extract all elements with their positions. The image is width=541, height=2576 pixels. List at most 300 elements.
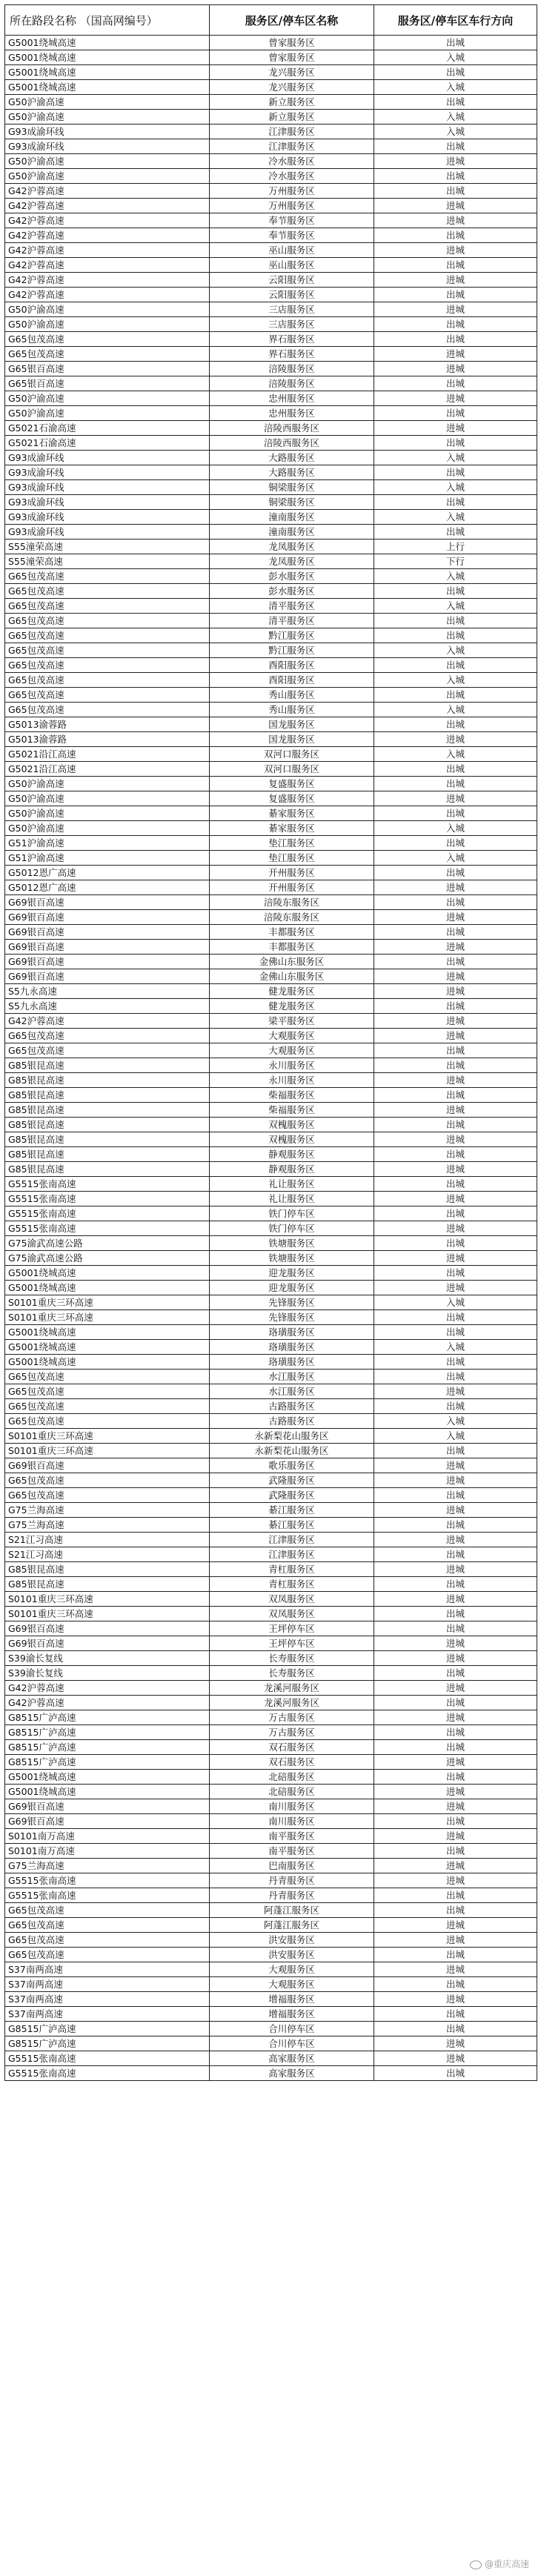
road-name-cell: S0101重庆三环高速 [5,1295,210,1310]
area-name-cell: 永新梨花山服务区 [210,1429,374,1444]
direction-cell: 入城 [374,510,537,525]
direction-cell: 出城 [374,1696,537,1710]
table-row [5,302,537,317]
road-name-cell: S37南两高速 [5,1992,210,2007]
area-name-cell: 丰都服务区 [210,925,374,940]
direction-cell: 出城 [374,376,537,391]
direction-cell: 出城 [374,1325,537,1340]
road-name-cell: G5013渝蓉路 [5,732,210,747]
table-row [5,1859,537,1873]
road-name-cell: G85银昆高速 [5,1118,210,1132]
direction-cell: 出城 [374,1977,537,1992]
table-row [5,1236,537,1251]
table-row [5,895,537,910]
road-name-cell: G5001绕城高速 [5,1281,210,1295]
table-row [5,332,537,347]
road-name-cell: G50沪渝高速 [5,317,210,332]
road-name-cell: S0101重庆三环高速 [5,1429,210,1444]
road-name-cell: S0101重庆三环高速 [5,1607,210,1621]
table-row [5,139,537,154]
direction-cell: 出城 [374,465,537,480]
table-row [5,154,537,169]
table-row [5,1829,537,1844]
table-row [5,925,537,940]
table-row [5,599,537,614]
direction-cell: 进城 [374,273,537,288]
table-row [5,1251,537,1266]
direction-cell: 入城 [374,673,537,688]
area-name-cell: 界石服务区 [210,332,374,347]
watermark [470,2557,529,2570]
table-row [5,1103,537,1118]
table-row [5,791,537,806]
table-row [5,688,537,703]
direction-cell: 出城 [374,1814,537,1829]
direction-cell: 出城 [374,836,537,851]
service-area-table [4,4,537,2081]
table-row [5,777,537,791]
direction-cell: 进城 [374,1162,537,1177]
road-name-cell: G5001绕城高速 [5,1340,210,1355]
direction-cell: 入城 [374,1414,537,1429]
road-name-cell: G65包茂高速 [5,1918,210,1933]
area-name-cell: 铁门停车区 [210,1221,374,1236]
road-name-cell: S55潼荣高速 [5,554,210,569]
direction-cell: 进城 [374,1458,537,1473]
road-name-cell: G5515张南高速 [5,1221,210,1236]
road-name-cell: G65包茂高速 [5,1370,210,1384]
direction-cell: 进城 [374,154,537,169]
direction-cell: 出城 [374,1355,537,1370]
area-name-cell: 大观服务区 [210,1043,374,1058]
road-name-cell: G50沪渝高速 [5,154,210,169]
road-name-cell: G65包茂高速 [5,1933,210,1948]
direction-cell: 出城 [374,777,537,791]
direction-cell: 进城 [374,910,537,925]
table-row [5,1592,537,1607]
area-name-cell: 万州服务区 [210,184,374,199]
area-name-cell: 合川停车区 [210,2022,374,2036]
direction-cell: 进城 [374,1014,537,1029]
road-name-cell: S55潼荣高速 [5,540,210,554]
direction-cell: 出城 [374,1236,537,1251]
direction-cell: 出城 [374,184,537,199]
area-name-cell: 开州服务区 [210,866,374,880]
area-name-cell: 珞璜服务区 [210,1355,374,1370]
table-row [5,110,537,125]
road-name-cell: S37南两高速 [5,1977,210,1992]
road-name-cell: S0101南万高速 [5,1829,210,1844]
table-row [5,1918,537,1933]
direction-cell: 出城 [374,288,537,302]
road-name-cell: G93成渝环线 [5,125,210,139]
area-name-cell: 彭水服务区 [210,569,374,584]
area-name-cell: 金佛山东服务区 [210,969,374,984]
table-row [5,258,537,273]
direction-cell: 进城 [374,1710,537,1725]
table-row [5,1977,537,1992]
table-row [5,1666,537,1681]
table-row [5,2007,537,2022]
table-row [5,465,537,480]
area-name-cell: 国龙服务区 [210,732,374,747]
area-name-cell: 云阳服务区 [210,273,374,288]
direction-cell: 进城 [374,940,537,955]
table-row [5,969,537,984]
road-name-cell: G65包茂高速 [5,1488,210,1503]
direction-cell: 出城 [374,1518,537,1533]
weibo-icon [470,2560,482,2569]
table-row [5,1473,537,1488]
road-name-cell: G85银昆高速 [5,1088,210,1103]
area-name-cell: 古路服务区 [210,1414,374,1429]
table-row [5,1340,537,1355]
direction-cell: 进城 [374,1755,537,1770]
table-row [5,569,537,584]
table-row [5,1118,537,1132]
direction-cell: 进城 [374,2051,537,2066]
area-name-cell: 增福服务区 [210,1992,374,2007]
table-row [5,1888,537,1903]
direction-cell: 出城 [374,762,537,777]
road-name-cell: G50沪渝高速 [5,821,210,836]
road-name-cell: G75兰海高速 [5,1859,210,1873]
area-name-cell: 铜梁服务区 [210,495,374,510]
road-name-cell: G42沪蓉高速 [5,199,210,213]
area-name-cell: 龙凤服务区 [210,540,374,554]
table-row [5,1132,537,1147]
road-name-cell: G69银百高速 [5,1799,210,1814]
direction-cell: 出城 [374,628,537,643]
direction-cell: 进城 [374,1473,537,1488]
table-row [5,169,537,184]
direction-cell: 入城 [374,821,537,836]
table-row [5,1518,537,1533]
table-row [5,1992,537,2007]
road-name-cell: G65包茂高速 [5,1029,210,1043]
table-row [5,836,537,851]
direction-cell: 进城 [374,1132,537,1147]
direction-cell: 出城 [374,955,537,969]
road-name-cell: G85银昆高速 [5,1162,210,1177]
road-name-cell: G65包茂高速 [5,569,210,584]
table-row [5,243,537,258]
area-name-cell: 永川服务区 [210,1058,374,1073]
table-row [5,1770,537,1785]
road-name-cell: G5001绕城高速 [5,80,210,95]
road-name-cell: G85银昆高速 [5,1058,210,1073]
table-row [5,1029,537,1043]
road-name-cell: G50沪渝高速 [5,406,210,421]
area-name-cell: 潼南服务区 [210,510,374,525]
road-name-cell: G5012恩广高速 [5,880,210,895]
table-row [5,288,537,302]
road-name-cell: G65包茂高速 [5,584,210,599]
road-name-cell: G65包茂高速 [5,1399,210,1414]
table-row [5,984,537,999]
direction-cell: 出城 [374,1888,537,1903]
direction-cell: 出城 [374,495,537,510]
area-name-cell: 綦家服务区 [210,806,374,821]
road-name-cell: G5001绕城高速 [5,1770,210,1785]
direction-cell: 出城 [374,228,537,243]
area-name-cell: 界石服务区 [210,347,374,362]
direction-cell: 出城 [374,688,537,703]
direction-cell: 进城 [374,2036,537,2051]
direction-cell: 入城 [374,643,537,658]
direction-cell: 出城 [374,139,537,154]
area-name-cell: 高家服务区 [210,2051,374,2066]
direction-cell: 进城 [374,1785,537,1799]
road-name-cell: S0101重庆三环高速 [5,1310,210,1325]
road-name-cell: G42沪蓉高速 [5,273,210,288]
direction-cell: 出城 [374,1903,537,1918]
direction-cell: 出城 [374,1177,537,1192]
table-row [5,95,537,110]
road-name-cell: G69银百高速 [5,1814,210,1829]
direction-cell: 出城 [374,999,537,1014]
road-name-cell: G5021沿江高速 [5,762,210,777]
road-name-cell: G42沪蓉高速 [5,258,210,273]
direction-cell: 出城 [374,1043,537,1058]
area-name-cell: 酉阳服务区 [210,658,374,673]
area-name-cell: 双石服务区 [210,1755,374,1770]
road-name-cell: G5515张南高速 [5,2066,210,2081]
area-name-cell: 水江服务区 [210,1384,374,1399]
road-name-cell: G69银百高速 [5,955,210,969]
direction-cell: 入城 [374,851,537,866]
direction-cell: 进城 [374,1384,537,1399]
road-name-cell: G8515广泸高速 [5,2022,210,2036]
area-name-cell: 双凤服务区 [210,1607,374,1621]
table-row [5,317,537,332]
direction-cell: 出城 [374,866,537,880]
road-name-cell: G5001绕城高速 [5,1785,210,1799]
direction-cell: 出城 [374,2007,537,2022]
area-name-cell: 高家服务区 [210,2066,374,2081]
table-row [5,614,537,628]
table-row [5,495,537,510]
area-name-cell: 北碚服务区 [210,1785,374,1799]
table-row [5,1577,537,1592]
table-row [5,851,537,866]
table-row [5,80,537,95]
direction-cell: 进城 [374,362,537,376]
area-name-cell: 丰都服务区 [210,940,374,955]
road-name-cell: G5001绕城高速 [5,1325,210,1340]
area-name-cell: 秀山服务区 [210,688,374,703]
table-row [5,821,537,836]
table-row [5,1710,537,1725]
area-name-cell: 黔江服务区 [210,643,374,658]
area-name-cell: 黔江服务区 [210,628,374,643]
direction-cell: 出城 [374,1266,537,1281]
area-name-cell: 长寿服务区 [210,1651,374,1666]
direction-cell: 进城 [374,969,537,984]
table-row [5,628,537,643]
area-name-cell: 柴福服务区 [210,1088,374,1103]
table-row [5,880,537,895]
table-row [5,1844,537,1859]
road-name-cell: G93成渝环线 [5,525,210,540]
area-name-cell: 大路服务区 [210,465,374,480]
table-row [5,1295,537,1310]
area-name-cell: 礼让服务区 [210,1177,374,1192]
table-row [5,1355,537,1370]
direction-cell: 出城 [374,1666,537,1681]
area-name-cell: 迎龙服务区 [210,1266,374,1281]
direction-cell: 进城 [374,1859,537,1873]
road-name-cell: S39渝长复线 [5,1651,210,1666]
road-name-cell: G93成渝环线 [5,465,210,480]
area-name-cell: 巫山服务区 [210,243,374,258]
table-row [5,1873,537,1888]
area-name-cell: 冷水服务区 [210,169,374,184]
road-name-cell: G69银百高速 [5,910,210,925]
road-name-cell: G5515张南高速 [5,1888,210,1903]
road-name-cell: G5001绕城高速 [5,50,210,65]
area-name-cell: 酉阳服务区 [210,673,374,688]
direction-cell: 出城 [374,1770,537,1785]
table-row [5,347,537,362]
table-row [5,1384,537,1399]
direction-cell: 进城 [374,1562,537,1577]
direction-cell: 入城 [374,569,537,584]
direction-cell: 出城 [374,436,537,451]
road-name-cell: G50沪渝高速 [5,302,210,317]
area-name-cell: 静观服务区 [210,1162,374,1177]
table-row [5,406,537,421]
road-name-cell: G69银百高速 [5,1621,210,1636]
area-name-cell: 迎龙服务区 [210,1281,374,1295]
road-name-cell: G85银昆高速 [5,1562,210,1577]
area-name-cell: 铁门停车区 [210,1206,374,1221]
area-name-cell: 潼南服务区 [210,525,374,540]
direction-cell: 出城 [374,406,537,421]
road-name-cell: S0101重庆三环高速 [5,1444,210,1458]
road-name-cell: G42沪蓉高速 [5,184,210,199]
table-row [5,955,537,969]
direction-cell: 出城 [374,2022,537,2036]
road-name-cell: G93成渝环线 [5,451,210,465]
direction-cell: 进城 [374,1103,537,1118]
table-row [5,1948,537,1962]
direction-cell: 进城 [374,347,537,362]
area-name-cell: 大路服务区 [210,451,374,465]
table-row [5,1266,537,1281]
area-name-cell: 阿蓬江服务区 [210,1903,374,1918]
road-name-cell: G5021石渝高速 [5,421,210,436]
direction-cell: 入城 [374,1429,537,1444]
direction-cell: 出城 [374,258,537,273]
road-name-cell: G5515张南高速 [5,1177,210,1192]
road-name-cell: S0101南万高速 [5,1844,210,1859]
direction-cell: 出城 [374,614,537,628]
area-name-cell: 南川服务区 [210,1814,374,1829]
area-name-cell: 古路服务区 [210,1399,374,1414]
road-name-cell: G5001绕城高速 [5,36,210,50]
area-name-cell: 忠州服务区 [210,406,374,421]
direction-cell: 进城 [374,302,537,317]
direction-cell: 出城 [374,525,537,540]
area-name-cell: 三店服务区 [210,317,374,332]
road-name-cell: G5021石渝高速 [5,436,210,451]
table-body [5,36,537,2081]
area-name-cell: 龙兴服务区 [210,65,374,80]
direction-cell: 出城 [374,925,537,940]
area-name-cell: 新立服务区 [210,95,374,110]
table-row [5,1533,537,1547]
area-name-cell: 永川服务区 [210,1073,374,1088]
table-row [5,1088,537,1103]
direction-cell: 出城 [374,584,537,599]
road-name-cell: G50沪渝高速 [5,806,210,821]
area-name-cell: 龙凤服务区 [210,554,374,569]
area-name-cell: 綦家服务区 [210,821,374,836]
table-row [5,1043,537,1058]
table-row [5,747,537,762]
area-name-cell: 南川服务区 [210,1799,374,1814]
area-name-cell: 健龙服务区 [210,999,374,1014]
road-name-cell: G5012恩广高速 [5,866,210,880]
area-name-cell: 洪安服务区 [210,1948,374,1962]
road-name-cell: G50沪渝高速 [5,791,210,806]
area-name-cell: 青杠服务区 [210,1562,374,1577]
direction-cell: 出城 [374,1058,537,1073]
road-name-cell: G42沪蓉高速 [5,1681,210,1696]
area-name-cell: 水江服务区 [210,1370,374,1384]
direction-cell: 出城 [374,658,537,673]
area-name-cell: 国龙服务区 [210,717,374,732]
road-name-cell: G8515广泸高速 [5,1755,210,1770]
area-name-cell: 涪陵西服务区 [210,421,374,436]
table-row [5,1636,537,1651]
area-name-cell: 奉节服务区 [210,228,374,243]
road-name-cell: G42沪蓉高速 [5,288,210,302]
direction-cell: 入城 [374,80,537,95]
area-name-cell: 王坪停车区 [210,1621,374,1636]
road-name-cell: S37南两高速 [5,2007,210,2022]
area-name-cell: 万古服务区 [210,1710,374,1725]
area-name-cell: 青杠服务区 [210,1577,374,1592]
area-name-cell: 铁塘服务区 [210,1251,374,1266]
road-name-cell: G85银昆高速 [5,1132,210,1147]
direction-cell: 出城 [374,717,537,732]
table-row [5,391,537,406]
area-name-cell: 三店服务区 [210,302,374,317]
direction-cell: 进城 [374,1029,537,1043]
road-name-cell: G51沪渝高速 [5,836,210,851]
area-name-cell: 垫江服务区 [210,851,374,866]
road-name-cell: G65包茂高速 [5,1948,210,1962]
road-name-cell: G42沪蓉高速 [5,213,210,228]
table-row [5,1221,537,1236]
table-row [5,717,537,732]
area-name-cell: 增福服务区 [210,2007,374,2022]
area-name-cell: 江津服务区 [210,125,374,139]
area-name-cell: 开州服务区 [210,880,374,895]
table-row [5,1325,537,1340]
table-row [5,480,537,495]
table-row [5,1503,537,1518]
road-name-cell: G65包茂高速 [5,1473,210,1488]
direction-cell: 出城 [374,1370,537,1384]
road-name-cell: G5515张南高速 [5,2051,210,2066]
area-name-cell: 双河口服务区 [210,747,374,762]
direction-cell: 出城 [374,1547,537,1562]
area-name-cell: 歌乐服务区 [210,1458,374,1473]
area-name-cell: 云阳服务区 [210,288,374,302]
